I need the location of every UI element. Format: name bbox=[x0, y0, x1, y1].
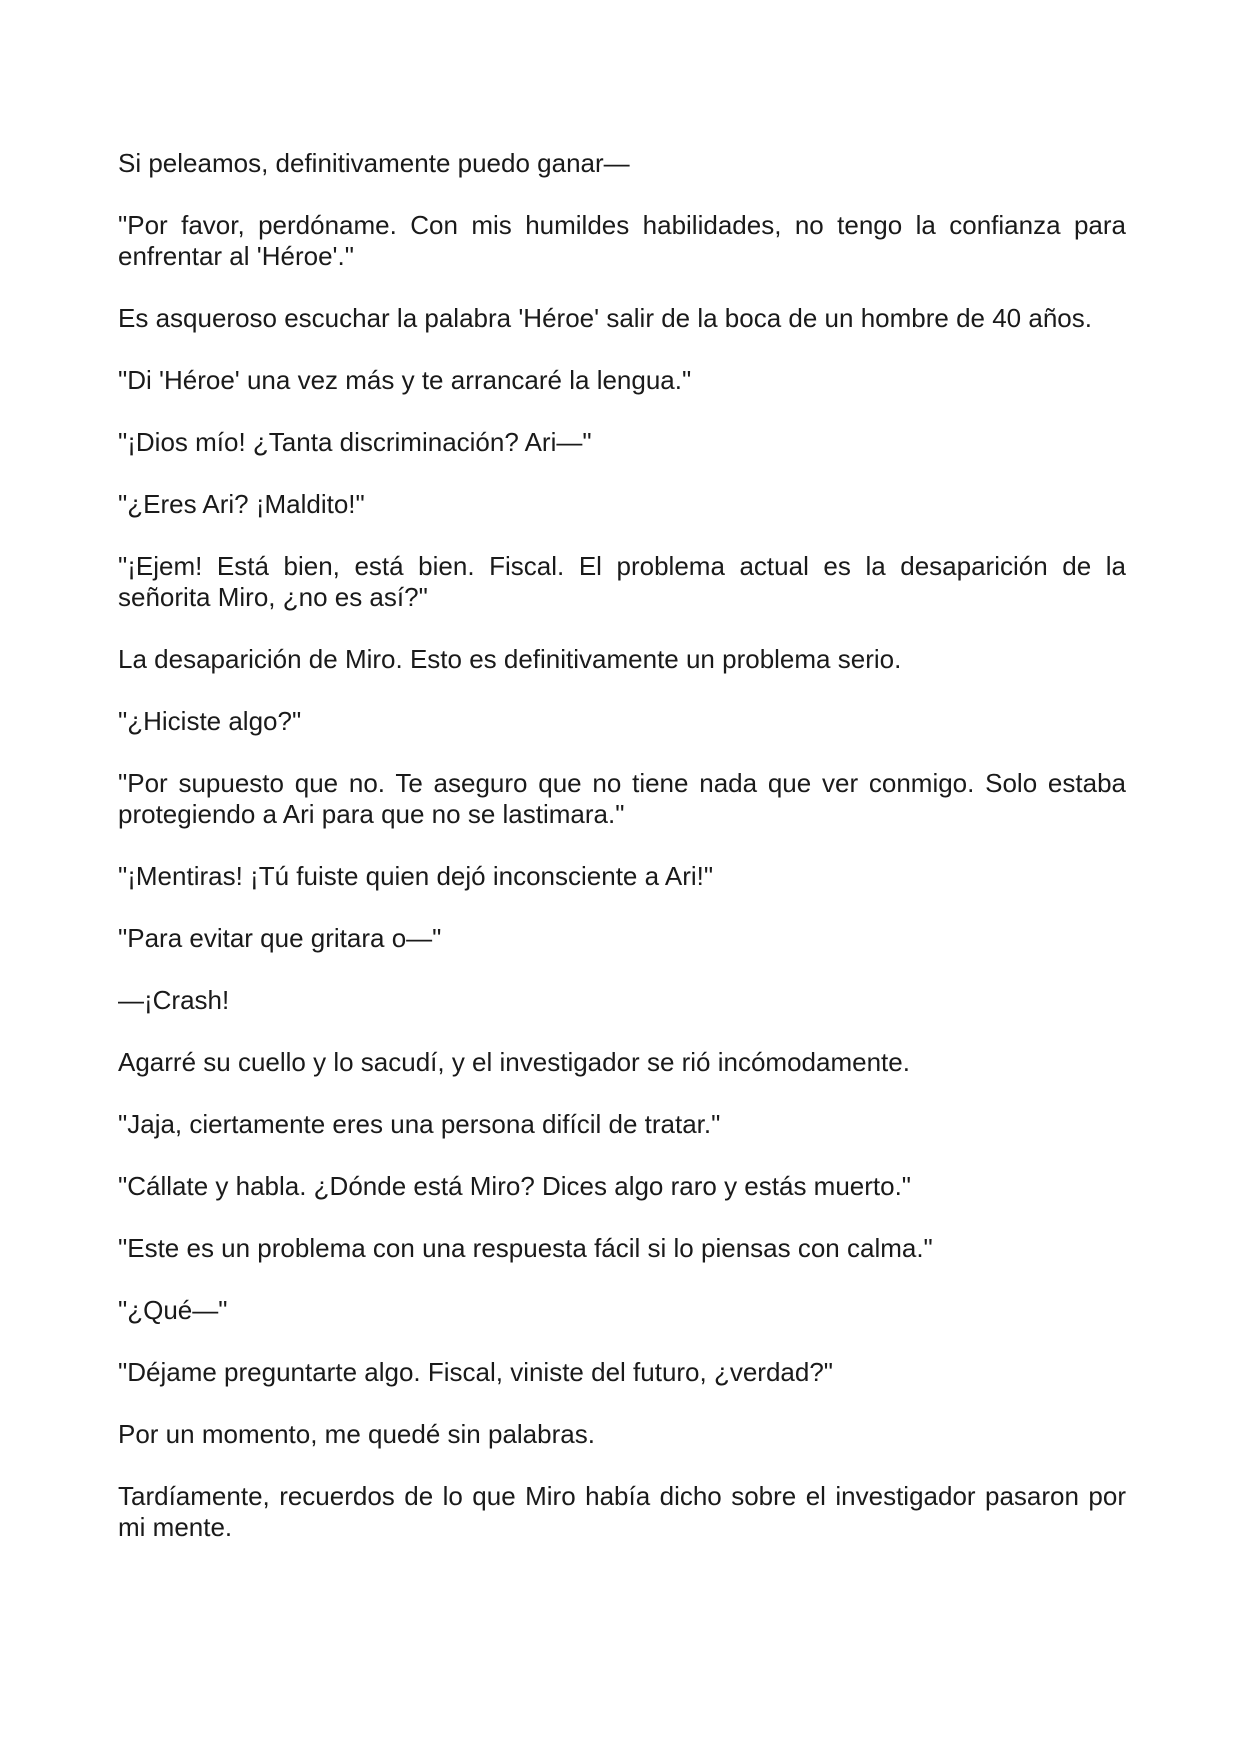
paragraph: "¿Qué—" bbox=[118, 1295, 228, 1325]
paragraph: "Este es un problema con una respuesta fácil si lo piensas con calma." bbox=[118, 1233, 933, 1263]
paragraph: "¡Mentiras! ¡Tú fuiste quien dejó inconsciente a Ari!" bbox=[118, 861, 714, 891]
paragraph: Por un momento, me quedé sin palabras. bbox=[118, 1419, 595, 1449]
body-text bbox=[118, 148, 1126, 1543]
paragraph: Es asqueroso escuchar la palabra 'Héroe' salir de la boca de un hombre de 40 años. bbox=[118, 303, 1092, 333]
paragraph: "Jaja, ciertamente eres una persona difícil de tratar." bbox=[118, 1109, 721, 1139]
paragraph: "¿Eres Ari? ¡Maldito!" bbox=[118, 489, 365, 519]
paragraph: "Di 'Héroe' una vez más y te arrancaré la lengua." bbox=[118, 365, 692, 395]
paragraph: Tardíamente, recuerdos de lo que Miro había dicho sobre el investigador pasaron por mi mente. bbox=[118, 1481, 1126, 1542]
paragraph: "Para evitar que gritara o—" bbox=[118, 923, 442, 953]
paragraph: "Por favor, perdóname. Con mis humildes habilidades, no tengo la confianza para enfrentar al 'Héroe'." bbox=[118, 210, 1126, 271]
paragraph: Si peleamos, definitivamente puedo ganar— bbox=[118, 148, 630, 178]
paragraph: "Cállate y habla. ¿Dónde está Miro? Dices algo raro y estás muerto." bbox=[118, 1171, 912, 1201]
paragraph: "Déjame preguntarte algo. Fiscal, viniste del futuro, ¿verdad?" bbox=[118, 1357, 834, 1387]
paragraph: Agarré su cuello y lo sacudí, y el investigador se rió incómodamente. bbox=[118, 1047, 910, 1077]
paragraph: —¡Crash! bbox=[118, 985, 230, 1015]
paragraph: "¡Ejem! Está bien, está bien. Fiscal. El problema actual es la desaparición de la señorita Miro, ¿no es así?" bbox=[118, 551, 1126, 612]
paragraph: "¡Dios mío! ¿Tanta discriminación? Ari—" bbox=[118, 427, 592, 457]
paragraph: La desaparición de Miro. Esto es definitivamente un problema serio. bbox=[118, 644, 902, 674]
paragraph: "Por supuesto que no. Te aseguro que no tiene nada que ver conmigo. Solo estaba protegiendo a Ari para que no se lastimara." bbox=[118, 768, 1126, 829]
paragraph: "¿Hiciste algo?" bbox=[118, 706, 302, 736]
